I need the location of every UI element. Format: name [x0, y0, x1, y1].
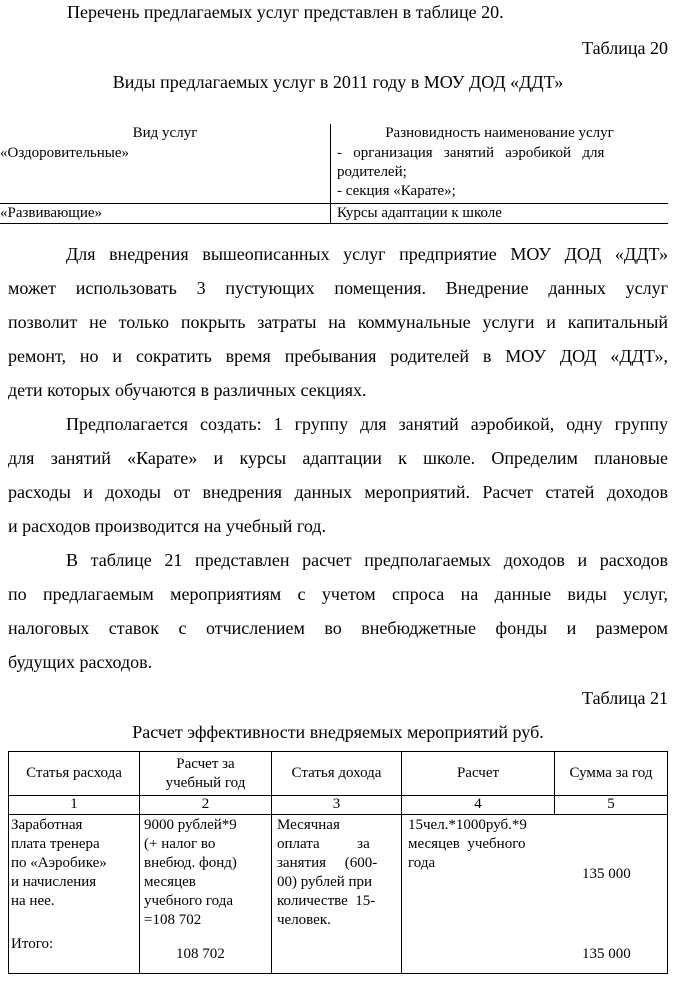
- table-divider: [8, 814, 668, 815]
- table21-header: Расчет: [456, 765, 500, 781]
- table-divider: [401, 751, 402, 974]
- list-item: - организация занятий аэробикой для: [337, 145, 605, 161]
- text-line: количестве 15-: [277, 893, 376, 909]
- text-line: =108 702: [144, 912, 202, 928]
- table21-header: Статья дохода: [291, 765, 382, 781]
- text-line: занятия (600-: [277, 855, 378, 871]
- text-line: и начисления: [11, 874, 97, 890]
- list-item: родителей;: [337, 164, 407, 180]
- text-line: расходы и доходы от внедрения данных мероприятий. Расчет статей доходов: [8, 482, 668, 502]
- text-line: может использовать 3 пустующих помещения. Внедрение данных услуг: [8, 278, 668, 298]
- text-line: В таблице 21 представлен расчет предполагаемых доходов и расходов: [66, 550, 668, 570]
- total-expense: 108 702: [176, 946, 225, 962]
- text-line: года: [408, 855, 436, 871]
- text-line: на нее.: [11, 893, 55, 909]
- header-line: учебный год: [165, 775, 246, 791]
- text-line: налоговых ставок с отчислением во внебюджетные фонды и размером: [8, 618, 668, 638]
- text-line: месяцев: [144, 874, 196, 890]
- table21-header: Сумма за год: [569, 765, 653, 781]
- table-divider: [8, 751, 668, 752]
- paragraph: [8, 543, 668, 679]
- income-item: [277, 816, 397, 930]
- paragraph: [8, 237, 668, 407]
- text-line: дети которых обучаются в различных секциях.: [8, 380, 367, 400]
- text-line: Предполагается создать: 1 группу для занятий аэробикой, одну группу: [66, 414, 668, 434]
- text-line: для занятий «Карате» и курсы адаптации к школе. Определим плановые: [8, 448, 668, 468]
- table20-label: Таблица 20: [582, 38, 668, 58]
- text-line: внебюд. фонд): [144, 855, 237, 871]
- text-line: оплата за: [277, 836, 370, 852]
- income-calc: [408, 816, 527, 873]
- sum-value: 135 000: [582, 866, 631, 882]
- table20-header-kind: Вид услуг: [132, 125, 198, 141]
- text-line: по «Аэробике»: [11, 855, 107, 871]
- column-number: 2: [201, 796, 210, 812]
- text-line: 15чел.*1000руб.*9: [408, 817, 527, 833]
- text-line: 9000 рублей*9: [144, 817, 237, 833]
- table21-header: Статья расхода: [26, 765, 122, 781]
- header-line: Расчет за: [176, 756, 235, 772]
- total-sum: 135 000: [582, 946, 631, 962]
- column-number: 3: [332, 796, 341, 812]
- column-number: 5: [607, 796, 615, 812]
- table21-title: Расчет эффективности внедряемых мероприятий руб.: [132, 722, 544, 742]
- column-number: 4: [474, 796, 482, 812]
- text-line: и расходов производится на учебный год.: [8, 516, 326, 536]
- text-line: (+ налог во: [144, 836, 216, 852]
- table20-row-kind: «Оздоровительные»: [0, 145, 130, 161]
- text-line: 00) рублей при: [277, 874, 373, 890]
- text-line: ремонт, но и сократить время пребывания родителей в МОУ ДОД «ДДТ»,: [8, 346, 668, 366]
- table21-header: [140, 755, 271, 793]
- text-line: учебного года: [144, 893, 234, 909]
- total-label: Итого:: [11, 936, 54, 952]
- table21-label: Таблица 21: [582, 688, 668, 708]
- table20-header-variety: Разновидность наименование услуг: [385, 125, 614, 141]
- expense-calc: [144, 816, 237, 930]
- text-line: позволит не только покрыть затраты на коммунальные услуги и капитальный: [8, 312, 668, 332]
- table20-row-items: Курсы адаптации к школе: [337, 205, 502, 221]
- table20-title: Виды предлагаемых услуг в 2011 году в МОУ ДОД «ДДТ»: [112, 72, 564, 92]
- table-21: [8, 751, 668, 974]
- list-item: - секция «Карате»;: [337, 183, 456, 199]
- text-line: месяцев учебного: [408, 836, 526, 852]
- table20-row-kind: «Развивающие»: [0, 205, 103, 221]
- table20-row-items: [337, 144, 661, 201]
- table-divider: [667, 751, 668, 974]
- table-divider: [8, 751, 9, 974]
- column-number: 1: [70, 796, 78, 812]
- text-line: Месячная: [277, 817, 340, 833]
- paragraph: [8, 407, 668, 543]
- text-line: Заработная: [11, 817, 83, 833]
- table-divider: [8, 973, 668, 974]
- expense-item: [11, 816, 107, 911]
- text-line: Для внедрения вышеописанных услуг предприятие МОУ ДОД «ДДТ»: [66, 244, 668, 264]
- text-line: будущих расходов.: [8, 652, 153, 672]
- intro-text: Перечень предлагаемых услуг представлен в таблице 20.: [67, 2, 504, 22]
- table-divider: [0, 223, 668, 224]
- text-line: человек.: [277, 912, 331, 928]
- text-line: плата тренера: [11, 836, 100, 852]
- text-line: по предлагаемым мероприятиям с учетом спроса на данные виды услуг,: [8, 584, 668, 604]
- table-divider: [271, 751, 272, 974]
